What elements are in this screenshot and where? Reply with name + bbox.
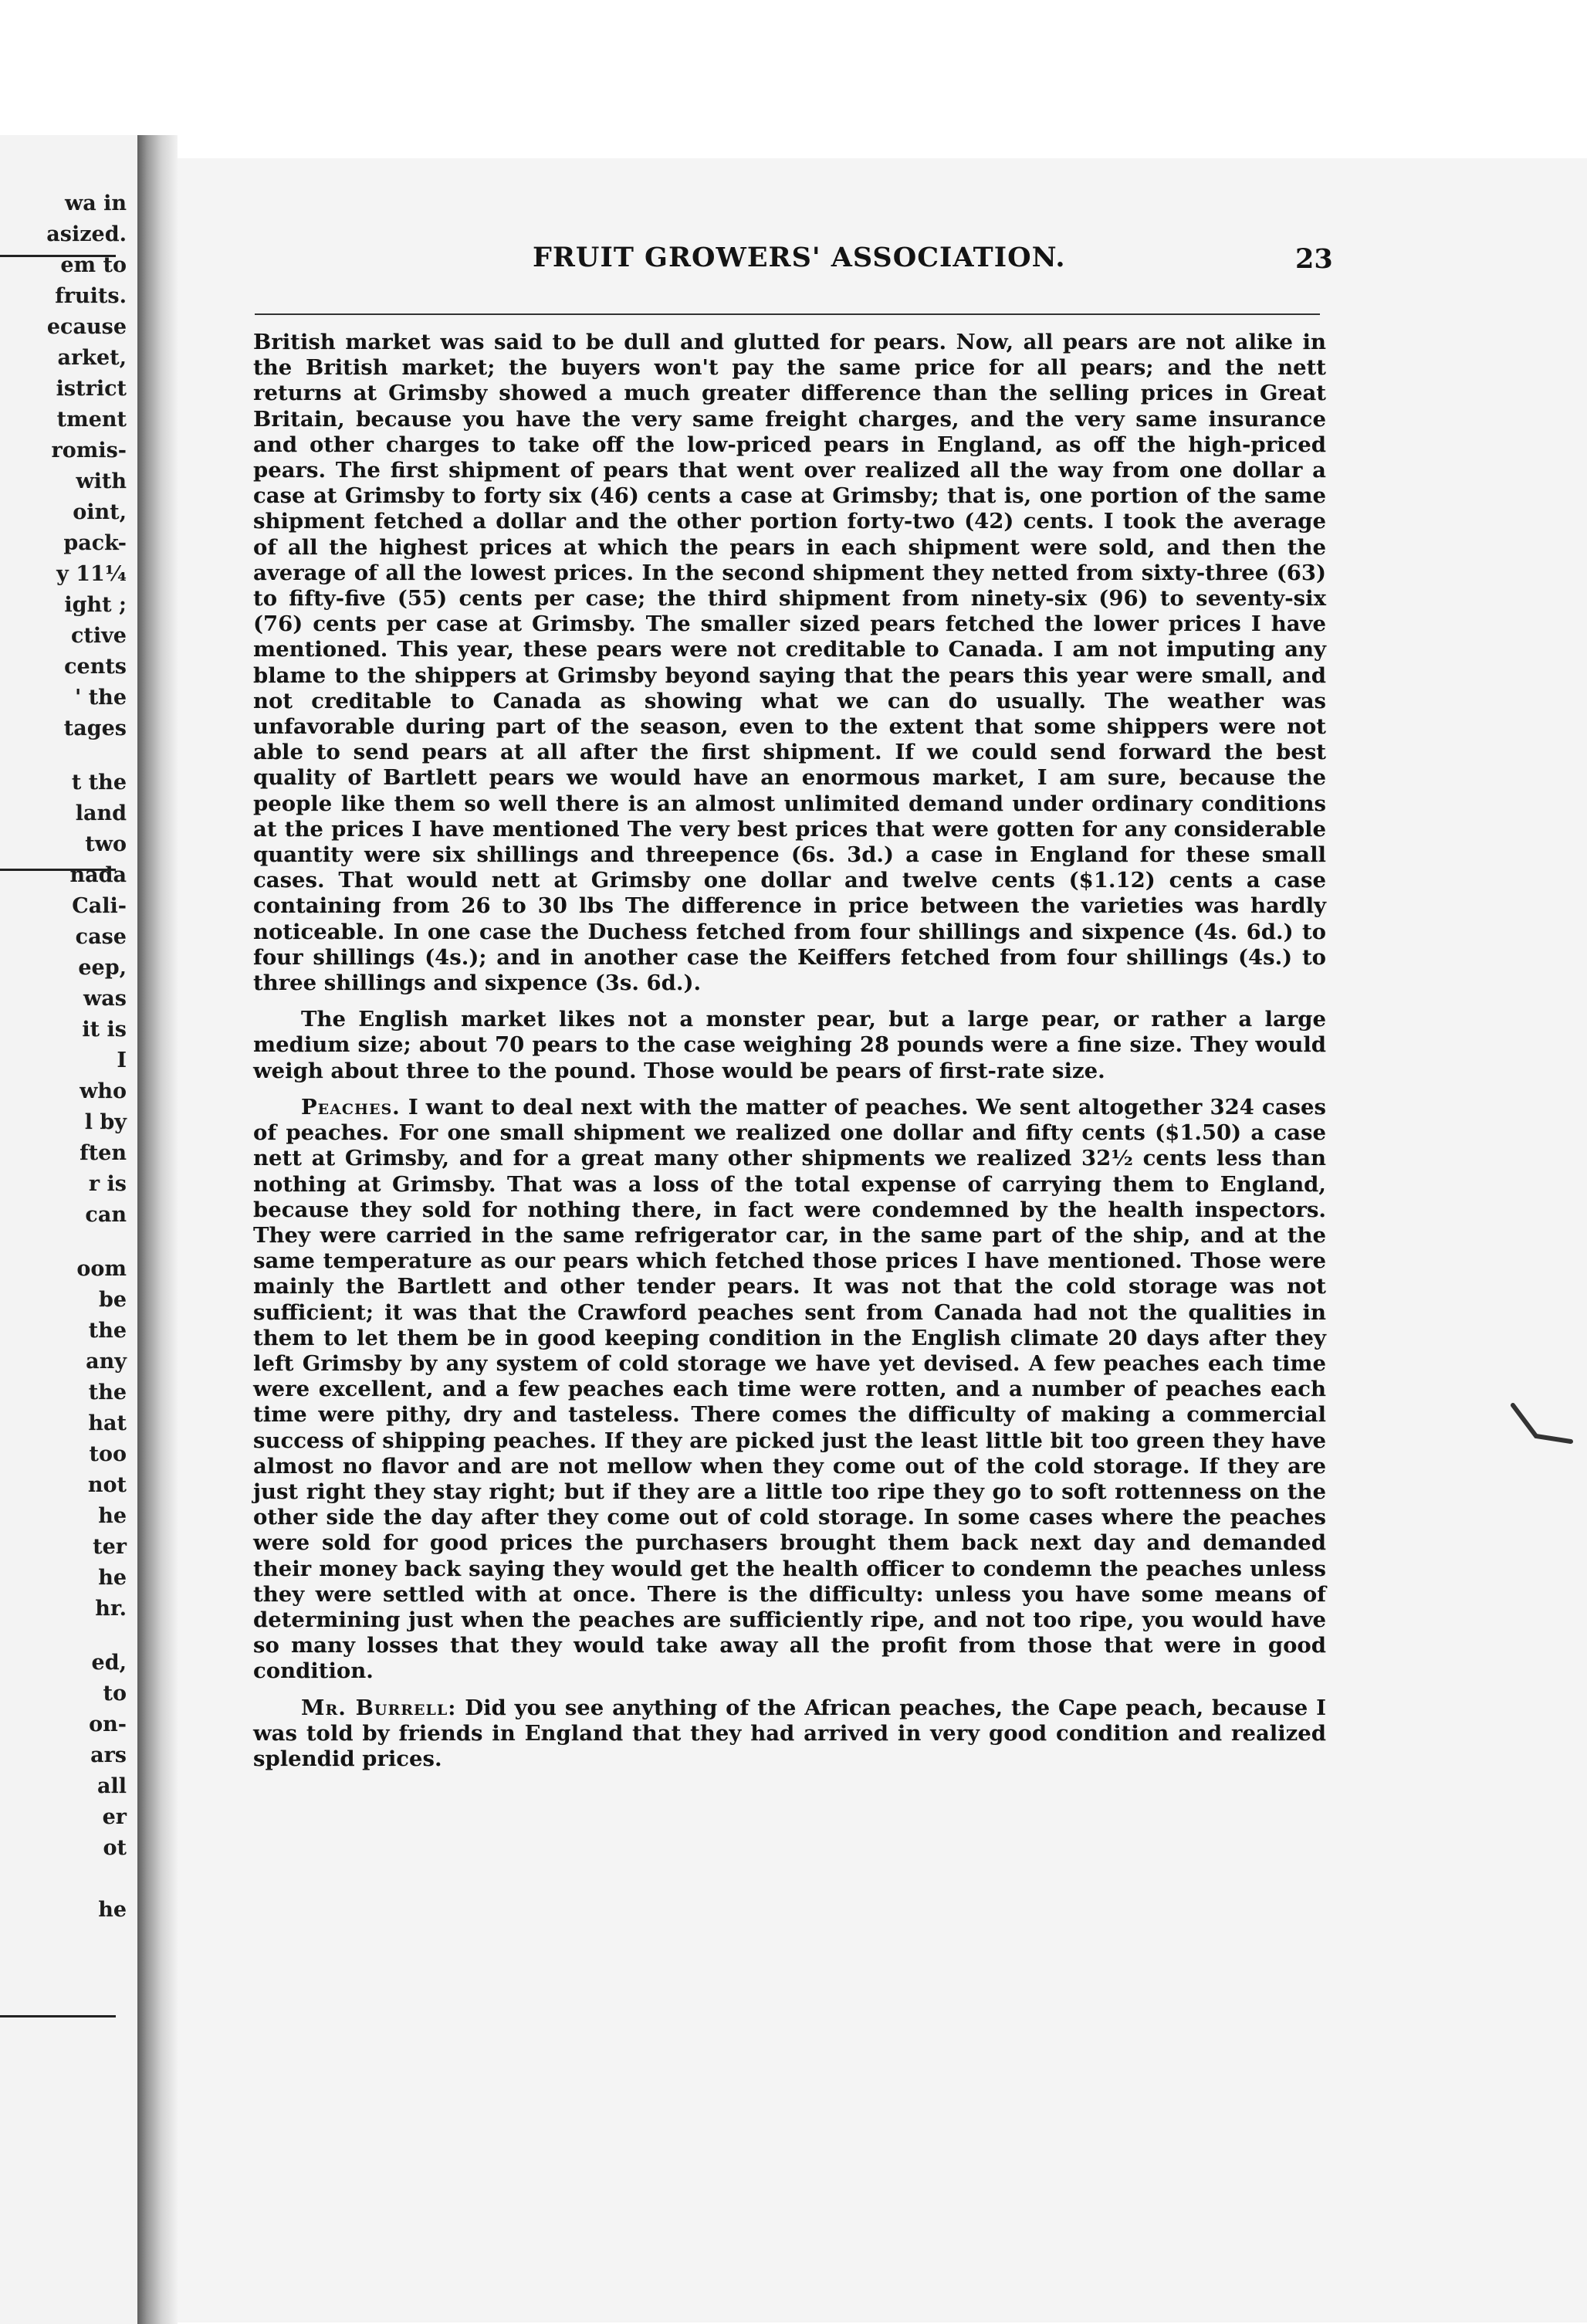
left-page-text-fragment: too xyxy=(89,1442,127,1466)
paragraph xyxy=(253,1007,1326,1084)
left-page-text-fragment: arket, xyxy=(57,346,127,370)
left-page-text-fragment: tment xyxy=(56,408,127,432)
left-page-text-fragment: er xyxy=(102,1805,127,1829)
left-page-text-fragment: t the xyxy=(71,771,127,794)
left-page-text-fragment: on- xyxy=(89,1713,127,1736)
left-page-text-fragment: with xyxy=(76,469,127,493)
left-page-text-fragment: tages xyxy=(63,717,127,740)
left-page-text-fragment: two xyxy=(85,832,127,856)
left-page-text-fragment: was xyxy=(83,987,127,1011)
left-page-text-fragment: eep, xyxy=(78,956,127,980)
left-page-text-fragment: oom xyxy=(76,1257,127,1281)
left-page-text-fragment: he xyxy=(98,1566,127,1590)
left-page-text-fragment: I xyxy=(117,1049,127,1072)
left-page-text-fragment: em to xyxy=(60,253,127,277)
left-page-text-fragment: ot xyxy=(103,1836,127,1860)
left-page-text-fragment: land xyxy=(75,801,127,825)
left-page-text-fragment: pack- xyxy=(63,531,127,555)
paragraph-speaker xyxy=(253,1696,1326,1773)
left-page-text-fragment: l by xyxy=(84,1110,127,1134)
left-page-text-fragment: istrict xyxy=(56,377,127,401)
paragraph-text: Did you see anything of the African peaches, the Cape peach, because I was told by friends in England that they had arrived in very good condition and realized splendid prices. xyxy=(253,1695,1326,1771)
left-page-text-fragment: nada xyxy=(69,863,127,887)
left-page-text-fragment: case xyxy=(75,925,127,949)
left-page-text-fragment: ecause xyxy=(46,315,127,339)
left-page-rule xyxy=(0,255,116,257)
left-page-text-fragment: he xyxy=(98,1504,127,1528)
left-page-text-fragment: ight ; xyxy=(64,593,127,617)
left-page-text-fragment: hat xyxy=(88,1411,127,1435)
left-page-text-fragment: y 11¼ xyxy=(56,562,127,586)
left-page-text-fragment: ed, xyxy=(91,1651,127,1675)
left-page-text-fragment: be xyxy=(98,1288,127,1312)
left-page-text-fragment: any xyxy=(86,1350,127,1374)
left-page-text-fragment: the xyxy=(88,1319,127,1343)
left-page-text-fragment: fruits. xyxy=(55,284,127,308)
left-page-text-fragment: ' the xyxy=(75,686,127,710)
stray-mark-icon xyxy=(1505,1401,1575,1448)
left-page-text-fragment: oint, xyxy=(73,500,127,524)
left-page-rule xyxy=(0,2015,116,2017)
speaker-name: Mr. Burrell: xyxy=(301,1695,457,1720)
left-page-text-fragment: ars xyxy=(90,1743,127,1767)
header-rule xyxy=(255,313,1320,315)
left-page-text-fragment: r is xyxy=(88,1172,127,1196)
left-page-text-fragment: to xyxy=(103,1682,127,1706)
paragraph-text: I want to deal next with the matter of peaches. We sent altogether 324 cases of peaches. For one small shipment we realized one dollar and fifty cents ($1.50) a case nett at Grimsby, and for a great many other shipments we realized 32½ cents less than nothing at Grimsby. That was a loss of the total expense of carrying them to England, because they sold for nothing there, in fact were condemned by the health inspectors. They were carried in the same refrigerator car, in the same part of the ship, and at the same temperature as our pears which fetched those prices I have mentioned. Those were mainly the Bartlett and other tender pears. It was not that the cold storage was not sufficient; it was that the Crawford peaches sent from Canada had not the qualities in them to let them be in good keeping condition in the English climate 20 days after they left Grimsby by any system of cold storage we have yet devised. A few peaches each time were excellent, and a few peaches each time were rotten, and a number of peaches each time were pithy, dry and tasteless. There comes the difficulty of making a commercial success of shipping peaches. If they are picked just the least little bit too green they have almost no flavor and are not mellow when they come out of the cold storage. If they are just right they stay right; but if they are a little too ripe they go to soft rottenness on the other side the day after they come out of cold storage. In some cases where the peaches were sold for good prices the purchasers brought them back next day and demanded their money back saying they would get the health officer to condemn the peaches unless they were settled with at once. There is the difficulty: unless you have some means of determining just when the peaches are sufficiently ripe, and not too ripe, you would have so many losses that they would take away all the profit from those that were in good condition. xyxy=(253,1094,1326,1684)
left-page-text-fragment: asized. xyxy=(46,222,127,246)
page xyxy=(178,158,1587,2322)
left-page-text-fragment: Cali- xyxy=(72,894,127,918)
running-header xyxy=(178,242,1587,288)
left-page-text-fragment: it is xyxy=(82,1018,127,1042)
paragraph xyxy=(253,330,1326,996)
left-page-text-fragment: ctive xyxy=(70,624,127,648)
left-page-text-fragment: he xyxy=(98,1898,127,1922)
body-text xyxy=(253,330,1326,1783)
left-page-text-fragment: romis- xyxy=(51,439,127,462)
left-page-text-fragment: all xyxy=(96,1774,127,1798)
left-page-text-fragment: hr. xyxy=(95,1597,127,1621)
left-page-text-fragment: wa in xyxy=(64,191,127,215)
left-page-text-fragment: not xyxy=(87,1473,127,1497)
book-gutter xyxy=(137,135,178,2324)
left-page-text-fragment: cents xyxy=(64,655,127,679)
left-page-strip xyxy=(0,135,137,2324)
paragraph-text: The English market likes not a monster pear, but a large pear, or rather a large medium size; about 70 pears to the case weighing 28 pounds were a fine size. They would weigh about three to the pound. Those would be pears of first-rate size. xyxy=(253,1007,1326,1083)
left-page-text-fragment: can xyxy=(85,1203,127,1227)
left-page-text-fragment: the xyxy=(88,1381,127,1404)
paragraph-text: British market was said to be dull and glutted for pears. Now, all pears are not alike in the British market; the buyers won't pay the same price for all pears; and the nett returns at Grimsby showed a much greater difference than the selling prices in Great Britain, because you have the very same freight charges, and the very same insurance and other charges to take off the low-priced pears in England, as off the high-priced pears. The first shipment of pears that went over realized all the way from one dollar a case at Grimsby to forty six (46) cents a case at Grimsby; that is, one portion of the same shipment fetched a dollar and the other portion forty-two (42) cents. I took the average of all the highest prices at which the pears in each shipment were sold, and then the average of all the lowest prices. In the second shipment they netted from sixty-three (63) to fifty-five (55) cents per case; the third shipment from ninety-six (96) to seventy-six (76) cents per case at Grimsby. The smaller sized pears fetched the lower prices I have mentioned. This year, these pears were not creditable to Canada. I am not imputing any blame to the shippers at Grimsby beyond saying that the pears this year were small, and not creditable to Canada as showing what we can do usually. The weather was unfavorable during part of the season, even to the extent that some shippers were not able to send pears at all after the first shipment. If we could send forward the best quality of Bartlett pears we would have an enormous market, I am sure, because the people like them so well there is an almost unlimited demand under ordinary conditions at the prices I have mentioned The very best prices that were gotten for any considerable quantity were six shillings and threepence (6s. 3d.) a case in England for these small cases. That would nett at Grimsby one dollar and twelve cents ($1.12) cents a case containing from 26 to 30 lbs The difference in price between the varieties was hardly noticeable. In one case the Duchess fetched from four shillings and sixpence (4s. 6d.) to four shillings (4s.); and in another case the Keiffers fetched from four shillings (4s.) to three shillings and sixpence (3s. 6d.). xyxy=(253,330,1326,996)
paragraph-peaches xyxy=(253,1095,1326,1685)
left-page-text-fragment: ter xyxy=(93,1535,127,1559)
paragraph-lead: Peaches. xyxy=(301,1094,401,1120)
page-number: 23 xyxy=(1295,243,1333,275)
running-title: FRUIT GROWERS' ASSOCIATION. xyxy=(533,242,1066,273)
left-page-text-fragment: ften xyxy=(80,1141,127,1165)
left-page-rule xyxy=(0,869,116,871)
left-page-text-fragment: who xyxy=(80,1079,127,1103)
